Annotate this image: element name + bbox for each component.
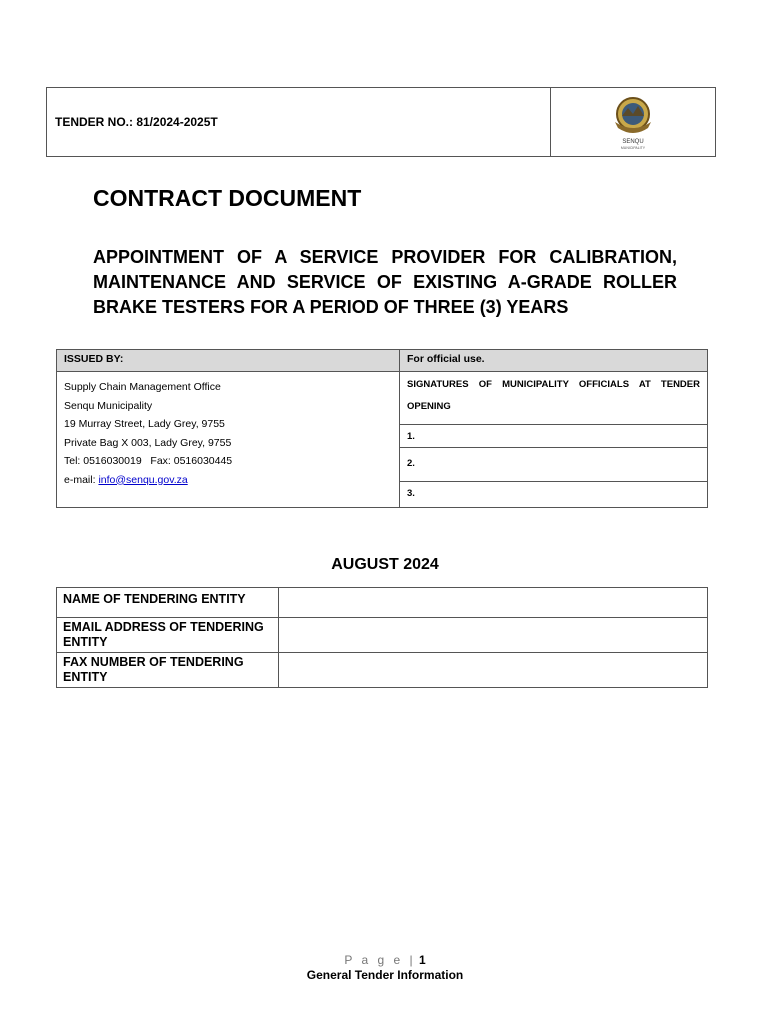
email-line (64, 471, 392, 490)
logo-cell (551, 88, 715, 156)
official-use-header: For official use. (400, 350, 708, 372)
issued-by-table (56, 349, 708, 508)
address-line: Senqu Municipality (64, 399, 153, 412)
entity-email-label: EMAIL ADDRESS OF TENDERING ENTITY (57, 618, 279, 653)
signatures-cell (400, 372, 708, 508)
issuer-address (57, 372, 400, 508)
email-label: e-mail: (64, 473, 99, 486)
entity-fax-label: FAX NUMBER OF TENDERING ENTITY (57, 653, 279, 688)
document-date: AUGUST 2024 (331, 556, 439, 573)
footer-section: General Tender Information (306, 968, 464, 982)
entity-name-label: NAME OF TENDERING ENTITY (57, 588, 279, 618)
page-footer (0, 953, 770, 982)
logo-subtext: MUNICIPALITY (620, 146, 646, 150)
document-subtitle: APPOINTMENT OF A SERVICE PROVIDER FOR CALIBRATION, MAINTENANCE AND SERVICE OF EXISTING A-GRADE ROLLER BRAKE TESTERS FOR A PERIOD OF THREE (3) YEARS (93, 247, 677, 317)
tender-number: TENDER NO.: 81/2024-2025T (47, 88, 551, 156)
email-link[interactable]: info@senqu.gov.za (98, 473, 188, 486)
page-indicator (0, 953, 770, 967)
tender-header-box (46, 87, 716, 157)
logo-text: SENQU (622, 139, 644, 145)
entity-email-field[interactable] (279, 618, 708, 653)
signature-line-3: 3. (407, 488, 415, 499)
address-line: Supply Chain Management Office (64, 381, 221, 393)
address-line: Tel: 0516030019 Fax: 0516030445 (64, 455, 233, 467)
issued-by-header: ISSUED BY: (57, 350, 400, 372)
address-line: Private Bag X 003, Lady Grey, 9755 (64, 436, 232, 449)
tendering-entity-table (56, 587, 708, 688)
signature-line-1: 1. (400, 425, 707, 448)
senqu-logo-icon (610, 94, 656, 150)
signatures-title: SIGNATURES OF MUNICIPALITY OFFICIALS AT TENDER OPENING (400, 372, 707, 425)
page-label: P a g e | (344, 953, 416, 967)
entity-name-field[interactable] (279, 588, 708, 618)
address-line: 19 Murray Street, Lady Grey, 9755 (64, 418, 225, 430)
document-title: CONTRACT DOCUMENT (93, 185, 362, 211)
signature-line-2: 2. (400, 448, 707, 482)
page-number: 1 (418, 953, 426, 967)
entity-fax-field[interactable] (279, 653, 708, 688)
